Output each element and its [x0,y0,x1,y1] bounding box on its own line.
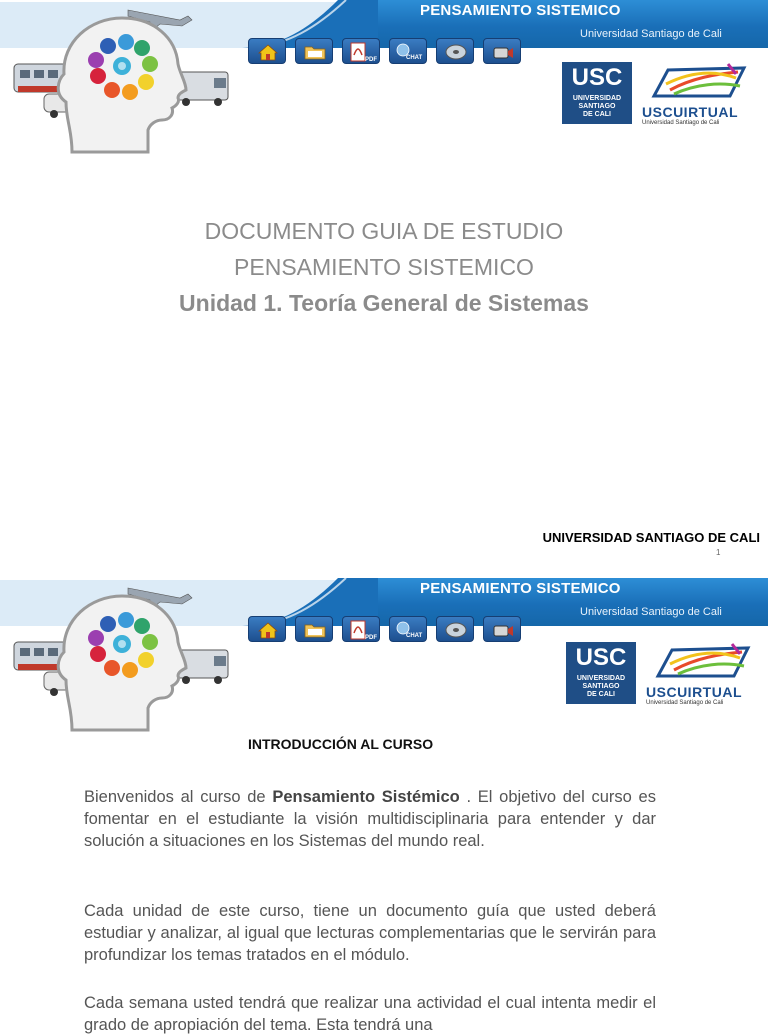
usc-logo [566,642,636,704]
paragraph-2: Cada unidad de este curso, tiene un documento guía que usted deberá estudiar y analizar, al igual que lecturas complementarias que le servirán para profundizar los temas tratados en el módulo. [84,902,656,964]
chat-icon[interactable] [389,38,427,64]
usc-logo-line: SANTIAGO [578,103,616,110]
usc-virtual-wordmark [642,104,738,120]
usc-virtual-logo [640,60,762,128]
pdf-icon-label: PDF [365,57,377,63]
banner-title: PENSAMIENTO SISTEMICO [420,580,621,597]
banner-title: PENSAMIENTO SISTEMICO [420,2,621,19]
usc-virtual-brand-a: USC [642,104,674,120]
slide-separator [0,570,768,578]
banner-subtitle: Universidad Santiago de Cali [580,606,722,618]
usc-virtual-brand-b: UIRTUAL [677,684,742,700]
usc-logo-line: SANTIAGO [582,683,620,690]
usc-virtual-logo [644,640,766,708]
usc-logo-line: UNIVERSIDAD [572,95,622,102]
usc-virtual-emblem [640,60,762,104]
usc-logo-name [566,675,636,699]
pdf-icon[interactable] [342,616,380,642]
course-name: Pensamiento Sistémico [272,788,460,806]
doc-title-line-3: Unidad 1. Teoría General de Sistemas [179,290,589,316]
systemic-head-illustration [10,580,235,738]
usc-logo [562,62,632,124]
usc-virtual-brand-a: USC [646,684,678,700]
chat-icon-label: CHAT [406,633,423,639]
intro-heading: INTRODUCCIÓN AL CURSO [248,736,434,752]
usc-logo-line: DE CALI [587,691,615,698]
doc-title-line-1: DOCUMENTO GUIA DE ESTUDIO [204,218,564,244]
usc-logo-line: DE CALI [583,111,611,118]
paragraph-3: Cada semana usted tendrá que realizar una actividad el cual intenta medir el grado de apropiación del tema. Esta tendrá una [84,994,656,1034]
video-camera-icon[interactable] [483,616,521,642]
paragraph-1 [84,786,656,852]
paragraph-1-start: Bienvenidos al curso de [84,788,273,806]
folder-icon[interactable] [295,616,333,642]
page-number: 1 [716,548,721,557]
usc-virtual-wordmark [646,684,742,700]
pdf-icon-label: PDF [365,635,377,641]
banner-subtitle: Universidad Santiago de Cali [580,28,722,40]
usc-virtual-subtitle: Universidad Santiago de Cali [642,120,720,126]
usc-virtual-brand-b: UIRTUAL [673,104,738,120]
paragraph-1-end: . El objetivo del curso es fomentar en el estudiante la visión multidisciplinaria para entender y dar solución a situaciones en los Sistemas del mundo real. [84,788,656,850]
usc-virtual-subtitle: Universidad Santiago de Cali [646,700,724,706]
usc-logo-acronym: USC [575,644,627,671]
usc-logo-acronym: USC [571,64,623,91]
usc-logo-line: UNIVERSIDAD [576,675,626,682]
footer-university: UNIVERSIDAD SANTIAGO DE CALI [542,530,760,545]
home-icon[interactable] [248,616,286,642]
usc-virtual-emblem [644,640,766,684]
usc-logo-name [562,95,632,119]
home-icon[interactable] [248,38,286,64]
disc-icon[interactable] [436,616,474,642]
chat-icon[interactable] [389,616,427,642]
video-camera-icon[interactable] [483,38,521,64]
doc-title-line-2: PENSAMIENTO SISTEMICO [234,254,534,280]
disc-icon[interactable] [436,38,474,64]
slide-2 [0,578,768,1034]
pdf-icon[interactable] [342,38,380,64]
systemic-head-illustration [10,2,235,160]
chat-icon-label: CHAT [406,55,423,61]
folder-icon[interactable] [295,38,333,64]
